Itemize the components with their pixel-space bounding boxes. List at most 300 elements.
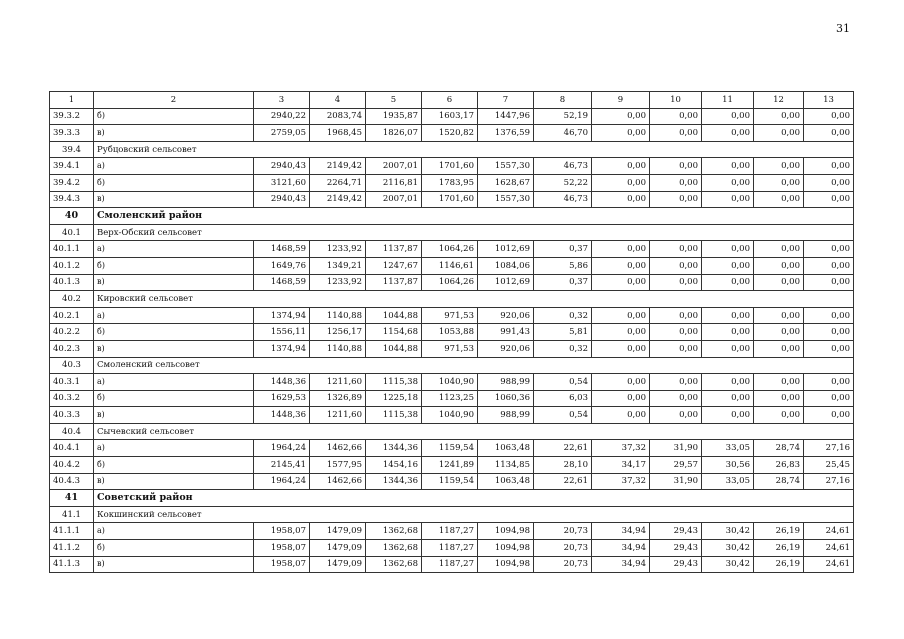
table-row (50, 241, 854, 258)
value-cell: 31,90 (650, 473, 702, 490)
council-name: Сычевский сельсовет (94, 423, 854, 440)
row-code: 39.3.2 (50, 108, 94, 125)
value-cell: 0,00 (650, 108, 702, 125)
value-cell: 0,00 (754, 407, 804, 424)
value-cell: 26,19 (754, 556, 804, 573)
value-cell: 1123,25 (422, 390, 478, 407)
value-cell: 0,32 (534, 340, 592, 357)
value-cell: 34,17 (592, 457, 650, 474)
value-cell: 46,70 (534, 125, 592, 142)
value-cell: 0,37 (534, 274, 592, 291)
section-code: 40 (50, 208, 94, 225)
value-cell: 25,45 (804, 457, 854, 474)
table-row (50, 457, 854, 474)
row-code: 40.1.1 (50, 241, 94, 258)
value-cell: 0,00 (702, 158, 754, 175)
value-cell: 0,32 (534, 307, 592, 324)
value-cell: 34,94 (592, 540, 650, 557)
value-cell: 1040,90 (422, 407, 478, 424)
value-cell: 1556,11 (254, 324, 310, 341)
value-cell: 1557,30 (478, 158, 534, 175)
value-cell: 1701,60 (422, 191, 478, 208)
value-cell: 0,00 (702, 241, 754, 258)
value-cell: 1064,26 (422, 241, 478, 258)
value-cell: 24,61 (804, 540, 854, 557)
value-cell: 31,90 (650, 440, 702, 457)
value-cell: 0,00 (754, 191, 804, 208)
table-row (50, 374, 854, 391)
table-row (50, 125, 854, 142)
value-cell: 2149,42 (310, 158, 366, 175)
value-cell: 33,05 (702, 473, 754, 490)
council-name: Верх-Обский сельсовет (94, 224, 854, 241)
table-row (50, 340, 854, 357)
value-cell: 1326,89 (310, 390, 366, 407)
value-cell: 0,00 (592, 257, 650, 274)
section-code: 40.1 (50, 224, 94, 241)
row-code: 40.2.2 (50, 324, 94, 341)
value-cell: 0,00 (804, 307, 854, 324)
value-cell: 1094,98 (478, 556, 534, 573)
row-code: 40.4.2 (50, 457, 94, 474)
value-cell: 1362,68 (366, 523, 422, 540)
value-cell: 0,00 (702, 274, 754, 291)
row-code: 40.1.3 (50, 274, 94, 291)
value-cell: 0,00 (592, 108, 650, 125)
value-cell: 1256,17 (310, 324, 366, 341)
table-body (50, 108, 854, 573)
row-code: 39.4.1 (50, 158, 94, 175)
row-code: 40.1.2 (50, 257, 94, 274)
value-cell: 1053,88 (422, 324, 478, 341)
column-header: 7 (478, 92, 534, 109)
value-cell: 1044,88 (366, 340, 422, 357)
value-cell: 0,00 (754, 274, 804, 291)
value-cell: 30,42 (702, 523, 754, 540)
row-code: 40.4.3 (50, 473, 94, 490)
value-cell: 1063,48 (478, 473, 534, 490)
value-cell: 0,00 (754, 158, 804, 175)
value-cell: 2007,01 (366, 158, 422, 175)
value-cell: 0,00 (592, 158, 650, 175)
row-variant-label: в) (94, 556, 254, 573)
value-cell: 1826,07 (366, 125, 422, 142)
value-cell: 0,00 (804, 108, 854, 125)
value-cell: 0,00 (754, 108, 804, 125)
value-cell: 24,61 (804, 556, 854, 573)
value-cell: 1344,36 (366, 473, 422, 490)
value-cell: 26,83 (754, 457, 804, 474)
value-cell: 20,73 (534, 523, 592, 540)
column-header: 1 (50, 92, 94, 109)
value-cell: 0,00 (592, 340, 650, 357)
value-cell: 0,00 (754, 125, 804, 142)
value-cell: 0,00 (650, 158, 702, 175)
page-number: 31 (836, 22, 850, 35)
value-cell: 24,61 (804, 523, 854, 540)
value-cell: 1468,59 (254, 241, 310, 258)
council-row (50, 224, 854, 241)
value-cell: 1374,94 (254, 307, 310, 324)
value-cell: 0,00 (592, 274, 650, 291)
value-cell: 1649,76 (254, 257, 310, 274)
value-cell: 1115,38 (366, 374, 422, 391)
column-header: 12 (754, 92, 804, 109)
value-cell: 1137,87 (366, 274, 422, 291)
column-header: 4 (310, 92, 366, 109)
council-name: Кокшинский сельсовет (94, 506, 854, 523)
value-cell: 0,00 (804, 191, 854, 208)
value-cell: 0,00 (702, 324, 754, 341)
value-cell: 1115,38 (366, 407, 422, 424)
value-cell: 920,06 (478, 307, 534, 324)
value-cell: 0,00 (702, 407, 754, 424)
value-cell: 0,00 (650, 390, 702, 407)
row-variant-label: б) (94, 540, 254, 557)
row-variant-label: а) (94, 158, 254, 175)
column-header: 5 (366, 92, 422, 109)
value-cell: 2145,41 (254, 457, 310, 474)
section-code: 40.2 (50, 291, 94, 308)
table-row (50, 307, 854, 324)
value-cell: 0,00 (592, 324, 650, 341)
row-variant-label: в) (94, 191, 254, 208)
value-cell: 1479,09 (310, 540, 366, 557)
council-name: Кировский сельсовет (94, 291, 854, 308)
table-row (50, 473, 854, 490)
council-name: Смоленский сельсовет (94, 357, 854, 374)
value-cell: 0,54 (534, 374, 592, 391)
value-cell: 0,00 (702, 390, 754, 407)
value-cell: 1935,87 (366, 108, 422, 125)
value-cell: 0,00 (650, 125, 702, 142)
column-header: 13 (804, 92, 854, 109)
value-cell: 0,00 (754, 374, 804, 391)
value-cell: 0,54 (534, 407, 592, 424)
value-cell: 0,00 (592, 407, 650, 424)
value-cell: 22,61 (534, 473, 592, 490)
value-cell: 28,74 (754, 440, 804, 457)
value-cell: 27,16 (804, 440, 854, 457)
value-cell: 0,00 (754, 324, 804, 341)
column-header: 8 (534, 92, 592, 109)
table-row (50, 540, 854, 557)
section-code: 41 (50, 490, 94, 507)
value-cell: 1462,66 (310, 440, 366, 457)
value-cell: 1964,24 (254, 473, 310, 490)
row-code: 41.1.3 (50, 556, 94, 573)
value-cell: 2083,74 (310, 108, 366, 125)
council-row (50, 423, 854, 440)
value-cell: 1187,27 (422, 556, 478, 573)
row-variant-label: б) (94, 257, 254, 274)
district-row (50, 490, 854, 507)
column-header: 2 (94, 92, 254, 109)
value-cell: 1344,36 (366, 440, 422, 457)
value-cell: 0,00 (650, 407, 702, 424)
value-cell: 988,99 (478, 407, 534, 424)
value-cell: 5,81 (534, 324, 592, 341)
table-row (50, 407, 854, 424)
value-cell: 1225,18 (366, 390, 422, 407)
value-cell: 1362,68 (366, 540, 422, 557)
value-cell: 29,43 (650, 556, 702, 573)
value-cell: 1374,94 (254, 340, 310, 357)
district-name: Советский район (94, 490, 854, 507)
council-row (50, 506, 854, 523)
table-row (50, 440, 854, 457)
row-code: 41.1.2 (50, 540, 94, 557)
value-cell: 1233,92 (310, 241, 366, 258)
row-variant-label: а) (94, 241, 254, 258)
value-cell: 20,73 (534, 540, 592, 557)
value-cell: 0,00 (650, 307, 702, 324)
value-cell: 0,00 (592, 390, 650, 407)
value-cell: 0,00 (804, 274, 854, 291)
value-cell: 0,00 (592, 307, 650, 324)
row-variant-label: в) (94, 340, 254, 357)
row-code: 40.2.1 (50, 307, 94, 324)
value-cell: 0,00 (592, 125, 650, 142)
value-cell: 991,43 (478, 324, 534, 341)
council-row (50, 357, 854, 374)
header-row (50, 92, 854, 109)
row-variant-label: а) (94, 523, 254, 540)
value-cell: 1783,95 (422, 174, 478, 191)
row-code: 40.2.3 (50, 340, 94, 357)
value-cell: 27,16 (804, 473, 854, 490)
value-cell: 2007,01 (366, 191, 422, 208)
value-cell: 1448,36 (254, 374, 310, 391)
value-cell: 2759,05 (254, 125, 310, 142)
value-cell: 0,00 (702, 307, 754, 324)
value-cell: 29,57 (650, 457, 702, 474)
table-row (50, 108, 854, 125)
value-cell: 1577,95 (310, 457, 366, 474)
column-header: 9 (592, 92, 650, 109)
section-code: 40.3 (50, 357, 94, 374)
value-cell: 988,99 (478, 374, 534, 391)
row-code: 40.3.2 (50, 390, 94, 407)
district-name: Смоленский район (94, 208, 854, 225)
value-cell: 0,00 (702, 125, 754, 142)
value-cell: 28,10 (534, 457, 592, 474)
value-cell: 1040,90 (422, 374, 478, 391)
value-cell: 1159,54 (422, 440, 478, 457)
value-cell: 0,00 (650, 174, 702, 191)
value-cell: 1448,36 (254, 407, 310, 424)
value-cell: 1044,88 (366, 307, 422, 324)
value-cell: 1134,85 (478, 457, 534, 474)
value-cell: 1557,30 (478, 191, 534, 208)
value-cell: 5,86 (534, 257, 592, 274)
value-cell: 0,00 (650, 241, 702, 258)
value-cell: 0,00 (804, 241, 854, 258)
value-cell: 1060,36 (478, 390, 534, 407)
value-cell: 0,00 (702, 108, 754, 125)
value-cell: 28,74 (754, 473, 804, 490)
value-cell: 1012,69 (478, 274, 534, 291)
council-row (50, 141, 854, 158)
value-cell: 0,00 (804, 174, 854, 191)
value-cell: 971,53 (422, 307, 478, 324)
value-cell: 30,42 (702, 540, 754, 557)
value-cell: 1012,69 (478, 241, 534, 258)
value-cell: 33,05 (702, 440, 754, 457)
value-cell: 971,53 (422, 340, 478, 357)
row-variant-label: а) (94, 374, 254, 391)
value-cell: 34,94 (592, 523, 650, 540)
column-header: 6 (422, 92, 478, 109)
value-cell: 0,00 (804, 257, 854, 274)
value-cell: 1233,92 (310, 274, 366, 291)
value-cell: 1701,60 (422, 158, 478, 175)
row-code: 39.3.3 (50, 125, 94, 142)
value-cell: 2264,71 (310, 174, 366, 191)
row-variant-label: б) (94, 108, 254, 125)
value-cell: 0,00 (754, 241, 804, 258)
value-cell: 22,61 (534, 440, 592, 457)
value-cell: 52,19 (534, 108, 592, 125)
value-cell: 1520,82 (422, 125, 478, 142)
value-cell: 1063,48 (478, 440, 534, 457)
value-cell: 0,00 (804, 158, 854, 175)
row-variant-label: а) (94, 440, 254, 457)
value-cell: 1094,98 (478, 523, 534, 540)
value-cell: 0,00 (592, 174, 650, 191)
row-variant-label: в) (94, 274, 254, 291)
row-variant-label: в) (94, 407, 254, 424)
row-variant-label: в) (94, 125, 254, 142)
value-cell: 0,00 (592, 374, 650, 391)
value-cell: 20,73 (534, 556, 592, 573)
value-cell: 46,73 (534, 191, 592, 208)
value-cell: 37,32 (592, 440, 650, 457)
value-cell: 0,00 (804, 390, 854, 407)
value-cell: 26,19 (754, 523, 804, 540)
table-row (50, 390, 854, 407)
value-cell: 1968,45 (310, 125, 366, 142)
data-table (49, 91, 854, 573)
value-cell: 1479,09 (310, 523, 366, 540)
value-cell: 0,00 (702, 191, 754, 208)
value-cell: 1349,21 (310, 257, 366, 274)
column-header: 10 (650, 92, 702, 109)
table-row (50, 324, 854, 341)
value-cell: 1211,60 (310, 374, 366, 391)
value-cell: 1628,67 (478, 174, 534, 191)
value-cell: 1629,53 (254, 390, 310, 407)
row-variant-label: б) (94, 324, 254, 341)
value-cell: 1958,07 (254, 556, 310, 573)
row-variant-label: б) (94, 457, 254, 474)
value-cell: 29,43 (650, 540, 702, 557)
value-cell: 1187,27 (422, 523, 478, 540)
value-cell: 0,00 (702, 374, 754, 391)
value-cell: 1140,88 (310, 340, 366, 357)
value-cell: 1958,07 (254, 523, 310, 540)
table-row (50, 274, 854, 291)
value-cell: 1146,61 (422, 257, 478, 274)
value-cell: 0,00 (804, 125, 854, 142)
value-cell: 34,94 (592, 556, 650, 573)
table-row (50, 174, 854, 191)
row-variant-label: б) (94, 174, 254, 191)
value-cell: 1462,66 (310, 473, 366, 490)
table-row (50, 257, 854, 274)
row-code: 40.3.3 (50, 407, 94, 424)
value-cell: 1454,16 (366, 457, 422, 474)
value-cell: 0,00 (754, 174, 804, 191)
value-cell: 1247,67 (366, 257, 422, 274)
value-cell: 2149,42 (310, 191, 366, 208)
value-cell: 46,73 (534, 158, 592, 175)
column-header: 3 (254, 92, 310, 109)
value-cell: 0,00 (650, 374, 702, 391)
value-cell: 1241,89 (422, 457, 478, 474)
value-cell: 0,00 (804, 407, 854, 424)
table-row (50, 191, 854, 208)
value-cell: 1479,09 (310, 556, 366, 573)
value-cell: 0,00 (804, 324, 854, 341)
value-cell: 1137,87 (366, 241, 422, 258)
section-code: 39.4 (50, 141, 94, 158)
value-cell: 1084,06 (478, 257, 534, 274)
value-cell: 0,00 (702, 174, 754, 191)
council-row (50, 291, 854, 308)
value-cell: 2116,81 (366, 174, 422, 191)
column-header: 11 (702, 92, 754, 109)
value-cell: 0,00 (650, 340, 702, 357)
district-row (50, 208, 854, 225)
value-cell: 6,03 (534, 390, 592, 407)
value-cell: 0,00 (754, 340, 804, 357)
value-cell: 3121,60 (254, 174, 310, 191)
section-code: 41.1 (50, 506, 94, 523)
value-cell: 0,00 (804, 374, 854, 391)
row-variant-label: в) (94, 473, 254, 490)
value-cell: 1211,60 (310, 407, 366, 424)
value-cell: 0,00 (702, 257, 754, 274)
value-cell: 2940,43 (254, 158, 310, 175)
value-cell: 1159,54 (422, 473, 478, 490)
value-cell: 52,22 (534, 174, 592, 191)
value-cell: 0,00 (754, 307, 804, 324)
value-cell: 37,32 (592, 473, 650, 490)
value-cell: 0,00 (754, 257, 804, 274)
value-cell: 26,19 (754, 540, 804, 557)
value-cell: 0,00 (650, 324, 702, 341)
council-name: Рубцовский сельсовет (94, 141, 854, 158)
value-cell: 0,00 (650, 191, 702, 208)
table-row (50, 523, 854, 540)
value-cell: 1140,88 (310, 307, 366, 324)
value-cell: 0,37 (534, 241, 592, 258)
value-cell: 2940,22 (254, 108, 310, 125)
value-cell: 1094,98 (478, 540, 534, 557)
value-cell: 2940,43 (254, 191, 310, 208)
value-cell: 1064,26 (422, 274, 478, 291)
value-cell: 0,00 (754, 390, 804, 407)
value-cell: 1958,07 (254, 540, 310, 557)
table-row (50, 158, 854, 175)
row-code: 41.1.1 (50, 523, 94, 540)
value-cell: 1447,96 (478, 108, 534, 125)
row-code: 40.4.1 (50, 440, 94, 457)
value-cell: 29,43 (650, 523, 702, 540)
value-cell: 0,00 (592, 191, 650, 208)
row-code: 39.4.3 (50, 191, 94, 208)
